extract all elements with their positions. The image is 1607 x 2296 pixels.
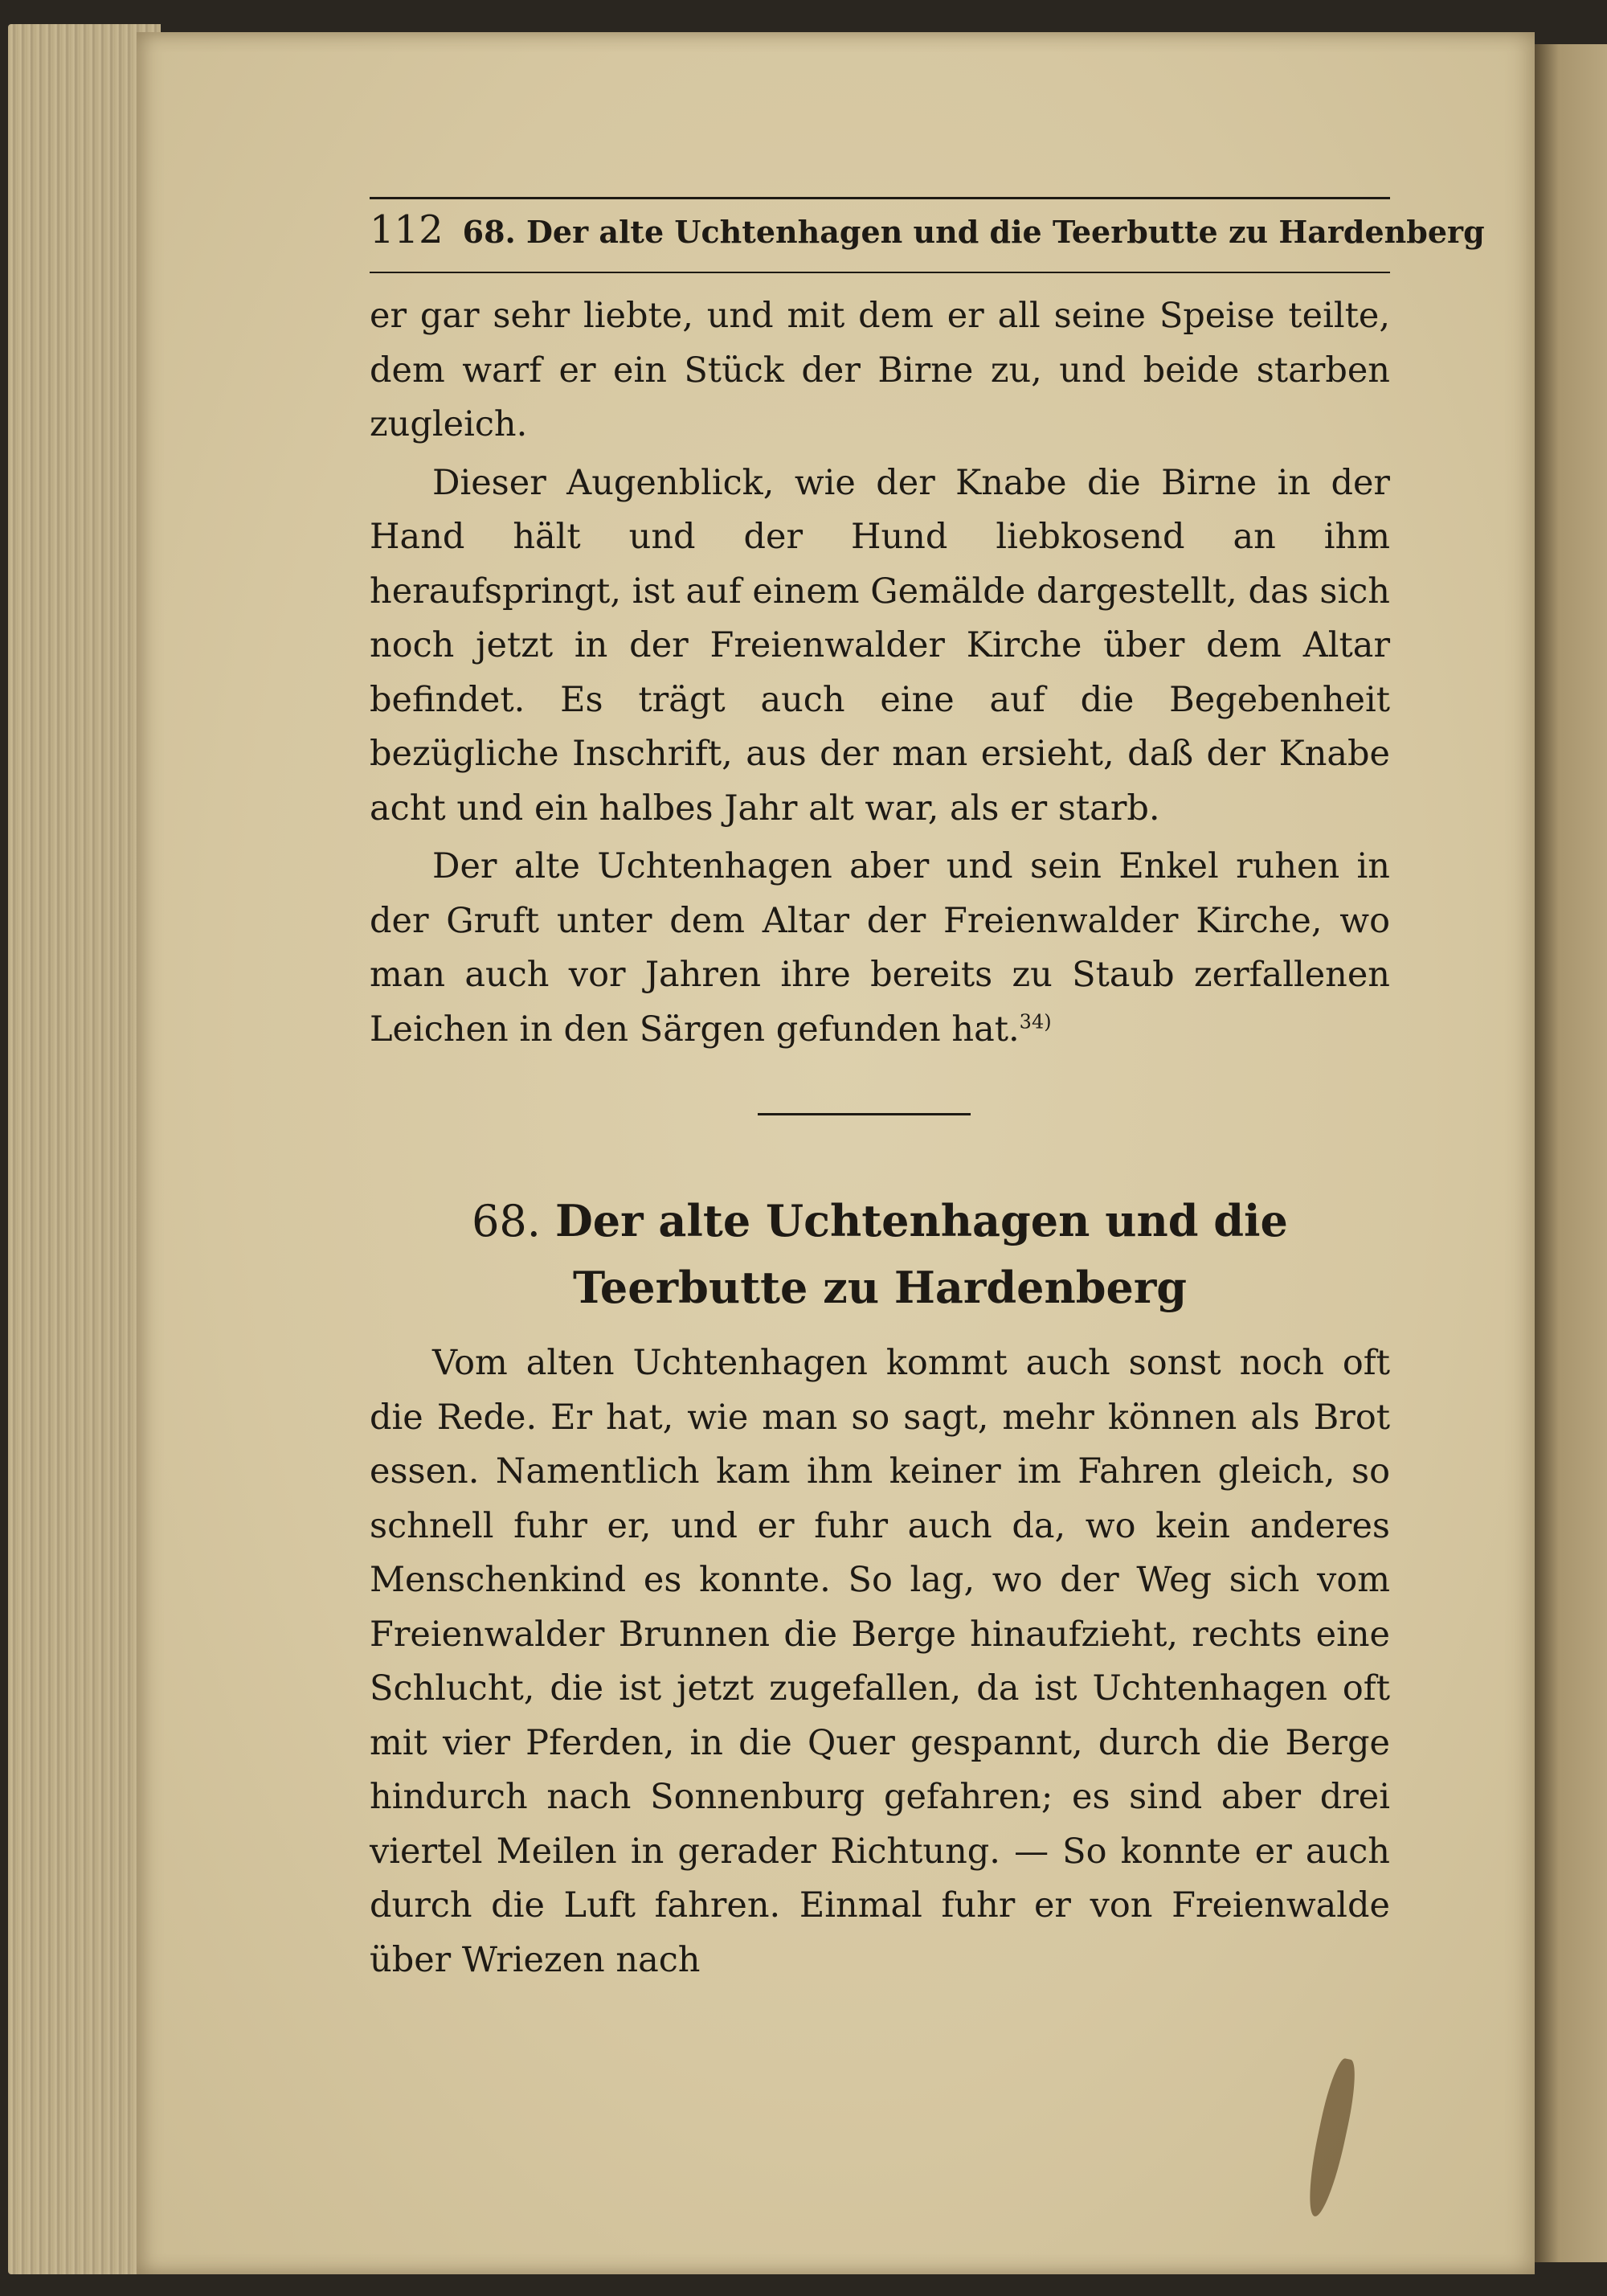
running-title: 68. Der alte Uchtenhagen und die Teerbutte zu Hardenberg — [462, 214, 1485, 250]
section-title: Der alte Uchtenhagen und die Teerbutte zu Hardenberg — [554, 1195, 1288, 1313]
section-heading — [370, 1188, 1390, 1320]
footnote-reference: 34) — [1019, 1010, 1052, 1033]
paragraph-2: Dieser Augenblick, wie der Knabe die Birne in der Hand hält und der Hund liebkosend an ihm heraufspringt, ist auf einem Gemälde dargestellt, das sich noch jetzt in der Freienwalder Kirche über dem Altar befindet. Es trägt auch eine auf die Begebenheit bezügliche Inschrift, aus der man ersieht, daß der Knabe acht und ein halbes Jahr alt war, als er starb. — [370, 462, 1390, 829]
section-divider — [758, 1113, 971, 1115]
section-paragraph: Vom alten Uchtenhagen kommt auch sonst noch oft die Rede. Er hat, wie man so sagt, mehr können als Brot essen. Namentlich kam ihm keiner im Fahren gleich, so schnell fuhr er, und er fuhr auch da, wo kein anderes Menschenkind es konnte. So lag, wo der Weg sich vom Freienwalder Brunnen die Berge hinaufzieht, rechts eine Schlucht, die ist jetzt zugefallen, da ist Uchtenhagen oft mit vier Pferden, in die Quer gespannt, durch die Berge hindurch nach Sonnenburg gefahren; es sind aber drei viertel Meilen in gerader Richtung. — So konnte er auch durch die Luft fahren. Einmal fuhr er von Freienwalde über Wriezen nach — [370, 1343, 1390, 1980]
running-head — [370, 207, 1485, 264]
header-rule — [370, 197, 1390, 199]
page-content — [370, 197, 1485, 1987]
header-bottom-rule — [370, 272, 1390, 273]
paragraph-1: er gar sehr liebte, und mit dem er all seine Speise teilte, dem warf er ein Stück der Birne zu, und beide starben zugleich. — [370, 296, 1390, 444]
page-number: 112 — [370, 207, 444, 252]
section-number: 68. — [472, 1196, 541, 1246]
paragraph-3 — [370, 840, 1390, 1057]
paragraph-3-text: Der alte Uchtenhagen aber und sein Enkel ruhen in der Gruft unter dem Altar der Freienwalder Kirche, wo man auch vor Jahren ihre bereits zu Staub zerfallenen Leichen in den Särgen gefunden hat. — [370, 846, 1390, 1050]
adjacent-page — [1535, 44, 1607, 2262]
